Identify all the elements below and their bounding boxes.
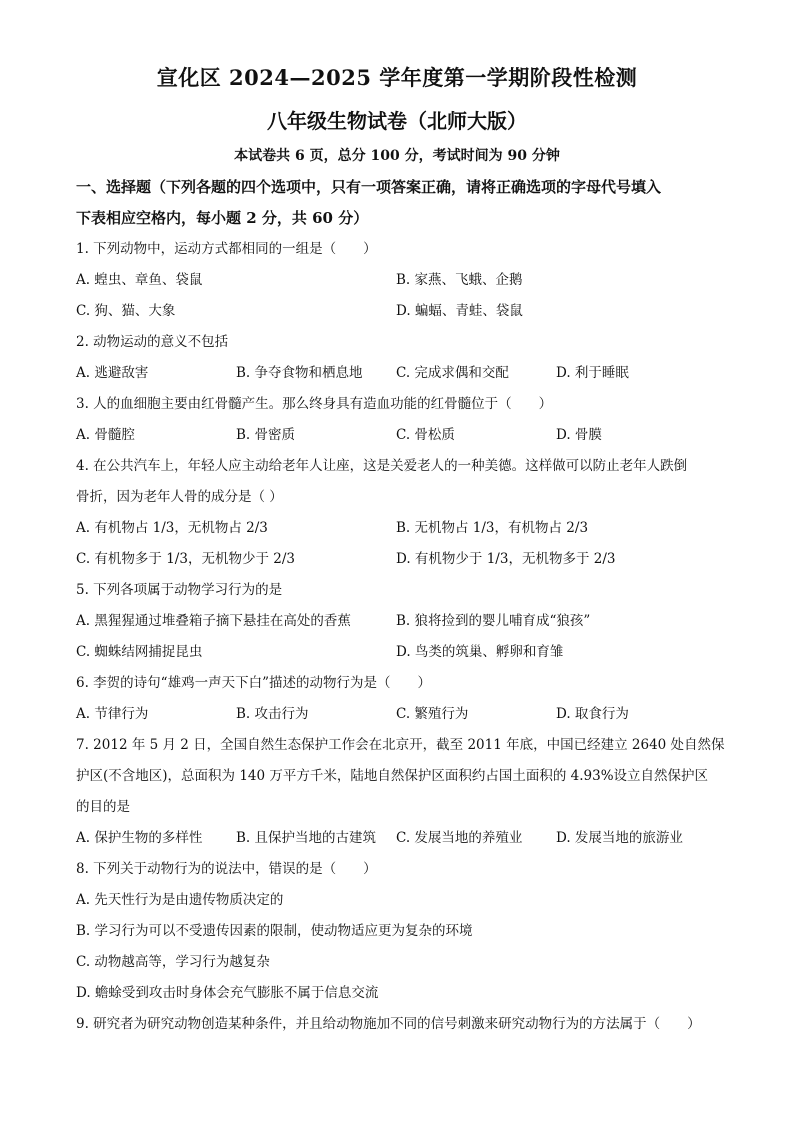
question-3-option-b: B. 骨密质 [236, 427, 296, 443]
question-8-option-d: D. 蟾蜍受到攻击时身体会充气膨胀不属于信息交流 [76, 985, 379, 1001]
question-4-stem-line1: 4. 在公共汽车上，年轻人应主动给老年人让座，这是关爱老人的一种美德。这样做可以防止老年人跌倒 [76, 458, 688, 474]
question-8-option-c: C. 动物越高等，学习行为越复杂 [76, 954, 270, 970]
question-1-options [76, 265, 716, 296]
question-6-option-b: B. 攻击行为 [236, 706, 309, 722]
question-2-option-a: A. 逃避敌害 [76, 365, 149, 381]
question-5-options [76, 606, 716, 637]
question-3-options [76, 420, 716, 451]
question-8-option-b: B. 学习行为可以不受遗传因素的限制，使动物适应更为复杂的环境 [76, 923, 473, 939]
question-4-options [76, 513, 716, 544]
question-1-option-d: D. 蝙蝠、青蛙、袋鼠 [396, 303, 523, 319]
question-5-option-c: C. 蜘蛛结网捕捉昆虫 [76, 644, 203, 660]
section-heading-line1: 一、选择题（下列各题的四个选项中，只有一项答案正确，请将正确选项的字母代号填入 [76, 178, 662, 196]
question-8-stem: 8. 下列关于动物行为的说法中，错误的是（ ） [76, 861, 377, 877]
question-1-option-c: C. 狗、猫、大象 [76, 303, 176, 319]
question-4-option-c: C. 有机物多于 1/3，无机物少于 2/3 [76, 551, 295, 567]
question-7-option-b: B. 且保护当地的古建筑 [236, 830, 377, 846]
question-7-stem-line2: 护区(不含地区)，总面积为 140 万平方千米，陆地自然保护区面积约占国土面积的 4.93%设立自然保护区 [76, 768, 709, 784]
question-2-options [76, 358, 716, 389]
question-list [76, 172, 725, 1040]
question-6-option-d: D. 取食行为 [556, 706, 629, 722]
section-heading-line2: 下表相应空格内，每小题 2 分，共 60 分） [76, 209, 369, 227]
question-7-option-a: A. 保护生物的多样性 [76, 830, 203, 846]
question-3-option-d: D. 骨膜 [556, 427, 602, 443]
question-4-option-a: A. 有机物占 1/3，无机物占 2/3 [76, 520, 268, 536]
question-5-stem: 5. 下列各项属于动物学习行为的是 [76, 582, 283, 598]
question-8-option-a: A. 先天性行为是由遗传物质决定的 [76, 892, 284, 908]
question-4-option-d: D. 有机物少于 1/3，无机物多于 2/3 [396, 551, 616, 567]
question-7-stem-line3: 的目的是 [76, 799, 130, 815]
question-6-options [76, 699, 716, 730]
question-4-option-b: B. 无机物占 1/3，有机物占 2/3 [396, 520, 589, 536]
exam-info: 本试卷共 6 页，总分 100 分，考试时间为 90 分钟 [234, 148, 560, 164]
question-7-stem-line1: 7. 2012 年 5 月 2 日，全国自然生态保护工作会在北京开，截至 2011 年底，中国已经建立 2640 处自然保 [76, 737, 725, 753]
question-3-stem: 3. 人的血细胞主要由红骨髓产生。那么终身具有造血功能的红骨髓位于（ ） [76, 396, 553, 412]
question-5-option-d: D. 鸟类的筑巢、孵卵和育雏 [396, 644, 564, 660]
question-3-option-c: C. 骨松质 [396, 427, 455, 443]
question-7-option-c: C. 发展当地的养殖业 [396, 830, 523, 846]
question-6-option-c: C. 繁殖行为 [396, 706, 469, 722]
question-4-stem-line2: 骨折，因为老年人骨的成分是（ ） [76, 489, 283, 505]
exam-title: 宣化区 2024—2025 学年度第一学期阶段性检测 [156, 65, 638, 90]
question-2-option-b: B. 争夺食物和栖息地 [236, 365, 363, 381]
question-1-stem: 1. 下列动物中，运动方式都相同的一组是（ ） [76, 241, 377, 257]
question-6-stem: 6. 李贺的诗句“雄鸡一声天下白”描述的动物行为是（ ） [76, 675, 431, 691]
question-1-option-b: B. 家燕、飞蛾、企鹅 [396, 272, 523, 288]
question-2-option-d: D. 利于睡眠 [556, 365, 629, 381]
question-5-option-b: B. 狼将捡到的婴儿哺育成“狼孩” [396, 613, 591, 629]
question-7-option-d: D. 发展当地的旅游业 [556, 830, 683, 846]
question-4-options-row2 [76, 544, 716, 575]
question-6-option-a: A. 节律行为 [76, 706, 149, 722]
question-2-stem: 2. 动物运动的意义不包括 [76, 334, 229, 350]
question-1-option-a: A. 蝗虫、章鱼、袋鼠 [76, 272, 203, 288]
question-9-stem: 9. 研究者为研究动物创造某种条件，并且给动物施加不同的信号刺激来研究动物行为的方法属于（ ） [76, 1016, 701, 1032]
question-3-option-a: A. 骨髓腔 [76, 427, 135, 443]
question-5-options-row2 [76, 637, 716, 668]
question-2-option-c: C. 完成求偶和交配 [396, 365, 509, 381]
question-1-options-row2 [76, 296, 716, 327]
exam-subtitle: 八年级生物试卷（北师大版） [267, 109, 527, 133]
question-5-option-a: A. 黑猩猩通过堆叠箱子摘下悬挂在高处的香蕉 [76, 613, 351, 629]
question-7-options [76, 823, 716, 854]
